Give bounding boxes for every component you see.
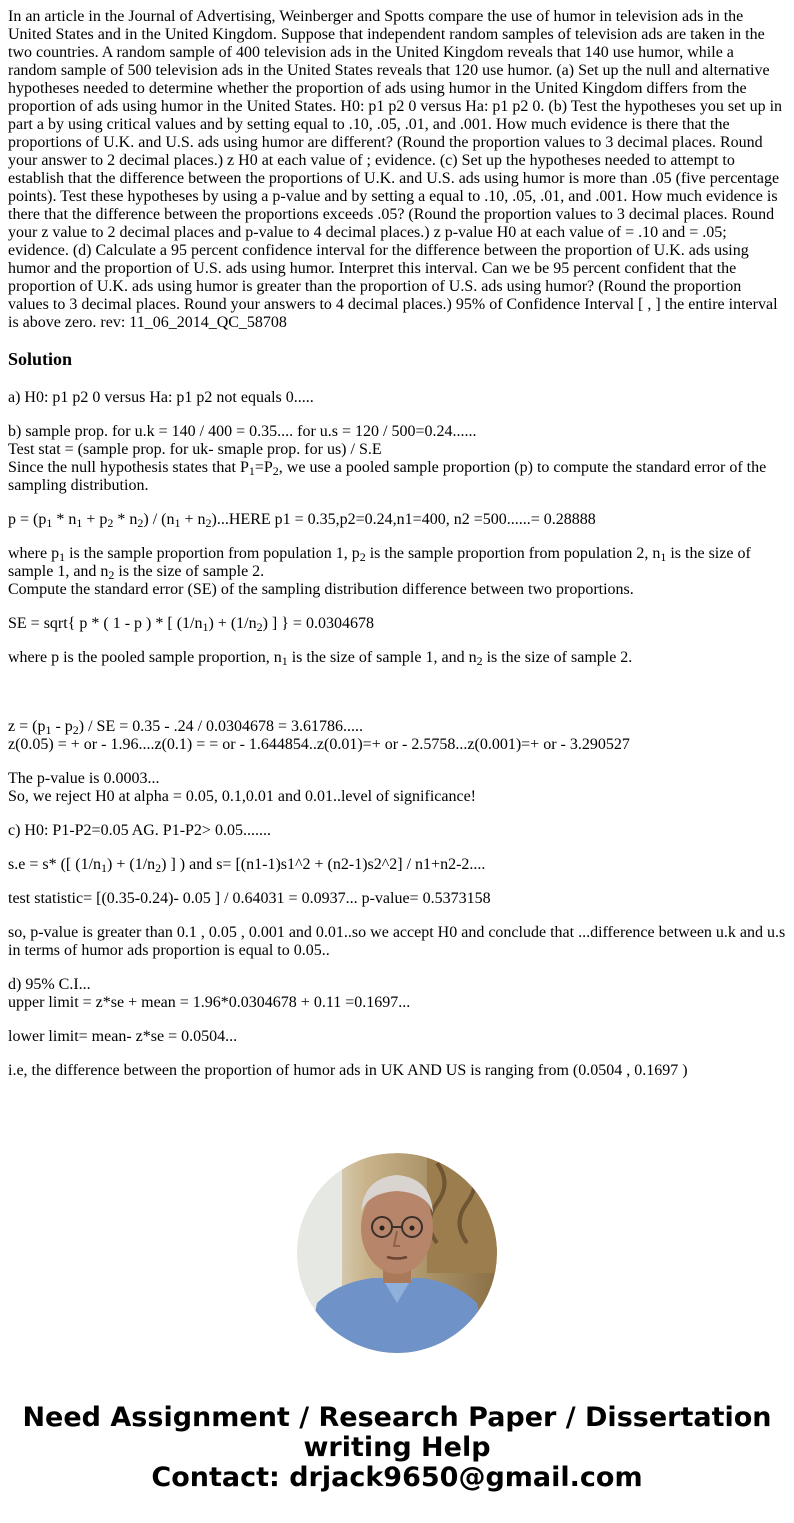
p-value-conclusion: The p-value is 0.0003... So, we reject H0 at alpha = 0.05, 0.1,0.01 and 0.01..level of significance! [8, 770, 476, 805]
part-d: d) 95% C.I... upper limit = z*se + mean = 1.96*0.0304678 + 0.11 =0.1697... [8, 976, 411, 1011]
spacer [8, 683, 786, 718]
document-body [8, 8, 786, 1096]
cta-contact-email: Contact: drjack9650@gmail.com [151, 1462, 643, 1493]
where-definitions: where $p_1$ is the sample proportion from population 1, $p_2$ is the sample proportion from population 2, $n_1$ is the size of sample 1, and $n_2$ is the size of sample 2. Compute the standard error (SE) of the sampling distribution difference between two proportions. [8, 545, 751, 598]
pooled-proportion-formula: $p = (p_1 * n_1 + p_2 * n_2) / (n_1$ + $n_2)...HERE$ p1 = 0.35,p2=0.24,n1=400, n2 =500......= 0.28888 [8, 511, 596, 530]
part-c: c) H0: P1-P2=0.05 AG. P1-P2> 0.05....... [8, 822, 271, 839]
interval-interpretation: i.e, the difference between the proportion of humor ads in UK AND US is ranging from (0.0504 , 0.1697 ) [8, 1062, 688, 1079]
question-text: In an article in the Journal of Advertising, Weinberger and Spotts compare the use of humor in television ads in the United States and in the United Kingdom. Suppose that independent random samples of television ads are taken in the two countries. A random sample of 400 television ads in the United Kingdom reveals that 140 use humor, while a random sample of 500 television ads in the United States reveals that 120 use humor. (a) Set up the null and alternative hypotheses needed to determine whether the proportion of ads using humor in the United Kingdom differs from the proportion of ads using humor in the United States. H0: p1 p2 0 versus Ha: p1 p2 0. (b) Test the hypotheses you set up in part a by using critical values and by setting equal to .10, .05, .01, and .001. How much evidence is there that the proportions of U.K. and U.S. ads using humor are different? (Round the proportion values to 3 decimal places. Round your answer to 2 decimal places.) z H0 at each value of ; evidence. (c) Set up the hypotheses needed to attempt to establish that the difference between the proportions of U.K. and U.S. ads using humor is more than .05 (five percentage points). Test these hypotheses by using a p-value and by setting a equal to .10, .05, .01, and .001. How much evidence is there that the difference between the proportions exceeds .05? (Round the proportion values to 3 decimal places. Round your z value to 2 decimal places and p-value to 4 decimal places.) z p-value H0 at each value of = .10 and = .05; evidence. (d) Calculate a 95 percent confidence interval for the difference between the proportion of U.K. ads using humor and the proportion of U.S. ads using humor. Interpret this interval. Can we be 95 percent confident that the proportion of U.K. ads using humor is greater than the proportion of U.S. ads using humor? (Round the proportion values to 3 decimal places. Round your answers to 4 decimal places.) 95% of Confidence Interval [ , ] the entire interval is above zero. rev: 11_06_2014_QC_58708 [8, 8, 783, 331]
cta-line-2: writing Help [303, 1432, 491, 1463]
cta-line-1: Need Assignment / Research Paper / Dissertation [22, 1402, 772, 1433]
se-formula-c: s.e = s* ([ $(1/n_1) + (1/n_2)$ ] ) and s= [(n1-1)s1^2 + (n2-1)s2^2] / n1+n2-2.... [8, 856, 486, 875]
part-a: a) H0: p1 p2 0 versus Ha: p1 p2 not equals 0..... [8, 389, 314, 406]
avatar-portrait-image [297, 1153, 497, 1353]
where-pooled: where p is the pooled sample proportion, $n_1$ is the size of sample 1, and $n_2$ is the size of sample 2. [8, 649, 633, 668]
standard-error-formula: SE = sqrt{ p * ( 1 - p ) * [ $(1/n_1) + (1/n_2)$ ] } = 0.0304678 [8, 615, 374, 634]
contact-banner [0, 1403, 794, 1493]
z-statistic: $z = (p_1 - p_2)$ / SE = 0.35 - .24 / 0.0304678 = 3.61786..... z(0.05) = + or - 1.96....z(0.1) = = or - 1.644854..z(0.01)=+ or - 2.5758...z(0.001)=+ or - 3.290527 [8, 718, 630, 753]
part-b: b) sample prop. for u.k = 140 / 400 = 0.35.... for u.s = 120 / 500=0.24...... Test stat = (sample prop. for uk- smaple prop. for us) / S.E Since the null hypothesis states that $P_1=P_2$, we use a pooled sample proportion (p) to compute the standard error of the sampling distribution. [8, 423, 767, 494]
accept-conclusion: so, p-value is greater than 0.1 , 0.05 , 0.001 and 0.01..so we accept H0 and conclude that ...difference between u.k and u.s in terms of humor ads proportion is equal to 0.05.. [8, 924, 786, 959]
author-avatar [297, 1153, 497, 1353]
test-statistic-c: test statistic= [(0.35-0.24)- 0.05 ] / 0.64031 = 0.0937... p-value= 0.5373158 [8, 890, 491, 907]
lower-limit: lower limit= mean- z*se = 0.0504... [8, 1028, 238, 1045]
solution-heading: Solution [8, 349, 73, 369]
